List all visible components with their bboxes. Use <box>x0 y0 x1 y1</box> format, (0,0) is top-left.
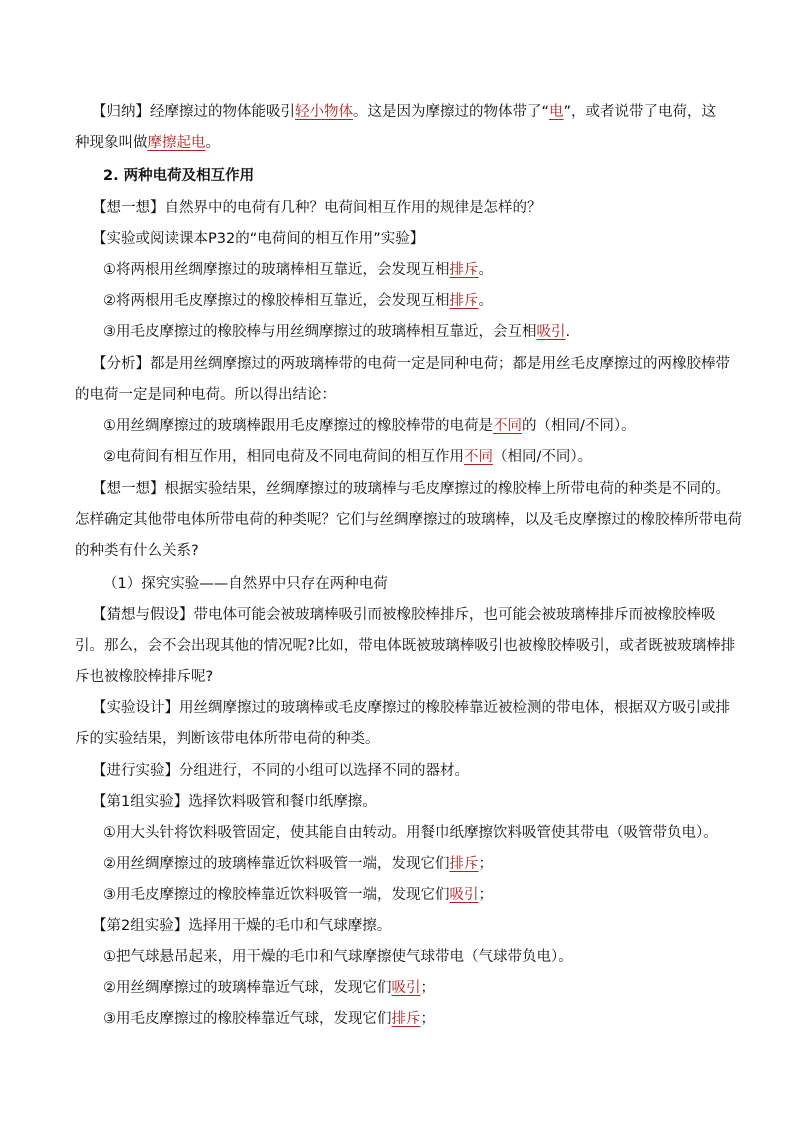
text-line <box>0 198 794 218</box>
text-segment: 【进行实验】分组进行，不同的小组可以选择不同的器材。 <box>92 763 469 779</box>
text-segment: ②用丝绸摩擦过的玻璃棒靠近饮料吸管一端，发现它们 <box>103 856 450 872</box>
text-segment: ③用毛皮摩擦过的橡胶棒靠近气球，发现它们 <box>103 1011 392 1027</box>
answer-text: 排斥 <box>449 293 479 309</box>
text-line <box>0 1009 794 1029</box>
text-line <box>0 166 794 186</box>
text-segment: ①用大头针将饮料吸管固定，使其能自由转动。用餐巾纸摩擦饮料吸管使其带电（吸管带负电）。 <box>103 825 718 841</box>
text-segment: ①把气球悬吊起来，用干燥的毛巾和气球摩擦使气球带电（气球带负电）。 <box>103 949 573 965</box>
text-segment: 【想一想】自然界中的电荷有几种？电荷间相互作用的规律是怎样的？ <box>92 200 542 216</box>
answer-text: 排斥 <box>449 262 479 278</box>
text-segment: 的种类有什么关系? <box>75 543 199 559</box>
text-segment: 的电荷一定是同种电荷。所以得出结论： <box>75 387 336 403</box>
text-segment: ”，或者说带了电荷，这 <box>563 104 717 120</box>
text-line <box>0 416 794 436</box>
text-segment: 【想一想】根据实验结果，丝绸摩擦过的玻璃棒与毛皮摩擦过的橡胶棒上所带电荷的种类是不同的。 <box>92 481 730 497</box>
text-line <box>0 854 794 874</box>
answer-text: 排斥 <box>449 856 479 872</box>
text-segment: ③用毛皮摩擦过的橡胶棒与用丝绸摩擦过的玻璃棒相互靠近，会互相 <box>103 324 537 340</box>
text-segment: 斥也被橡胶棒排斥呢? <box>75 669 214 685</box>
text-segment: 【实验或阅读课本P32的“电荷间的相互作用”实验】 <box>92 231 425 247</box>
text-line <box>0 792 794 812</box>
text-segment: （1）探究实验——自然界中只存在两种电荷 <box>103 576 388 592</box>
text-segment: ②电荷间有相互作用，相同电荷及不同电荷间的相互作用 <box>103 449 464 465</box>
text-segment: ③用毛皮摩擦过的橡胶棒靠近饮料吸管一端，发现它们 <box>103 887 450 903</box>
text-line <box>0 698 794 718</box>
text-line <box>0 667 794 687</box>
text-segment: ； <box>478 887 493 903</box>
text-segment: （相同/不同）。 <box>493 449 593 465</box>
text-segment: ②将两根用毛皮摩擦过的橡胶棒相互靠近，会发现互相 <box>103 293 450 309</box>
text-segment: ①用丝绸摩擦过的玻璃棒跟用毛皮摩擦过的橡胶棒带的电荷是 <box>103 418 493 434</box>
text-line <box>0 729 794 749</box>
text-line <box>0 885 794 905</box>
text-line <box>0 260 794 280</box>
answer-text: 不同 <box>464 449 493 465</box>
text-segment: 【猜想与假设】带电体可能会被玻璃棒吸引而被橡胶棒排斥，也可能会被玻璃棒排斥而被橡胶棒吸 <box>92 607 716 623</box>
text-line <box>0 479 794 499</box>
text-line <box>0 510 794 530</box>
text-segment: 的（相同/不同）。 <box>522 418 636 434</box>
text-segment: ②用丝绸摩擦过的玻璃棒靠近气球，发现它们 <box>103 980 392 996</box>
text-line <box>0 322 794 342</box>
text-line <box>0 354 794 374</box>
text-segment: 。 <box>478 262 493 278</box>
answer-text: 排斥 <box>391 1011 421 1027</box>
text-segment: ； <box>420 1011 435 1027</box>
text-segment: ； <box>420 980 435 996</box>
text-segment: 。 <box>478 293 493 309</box>
text-line <box>0 541 794 561</box>
text-line <box>0 978 794 998</box>
text-segment: 斥的实验结果，判断该带电体所带电荷的种类。 <box>75 731 380 747</box>
text-segment: 种现象叫做 <box>75 135 148 151</box>
text-line <box>0 447 794 467</box>
answer-text: 电 <box>549 104 564 120</box>
answer-text: 不同 <box>493 418 522 434</box>
text-segment: 引。那么，会不会出现其他的情况呢?比如，带电体既被玻璃棒吸引也被橡胶棒吸引，或者既被玻璃棒排 <box>75 638 736 654</box>
text-line <box>0 605 794 625</box>
text-segment: 。这是因为摩擦过的物体带了“ <box>353 104 550 120</box>
text-segment: 【分析】都是用丝绸摩擦过的两玻璃棒带的电荷一定是同种电荷；都是用丝毛皮摩擦过的两橡胶棒带 <box>92 356 730 372</box>
answer-text: 摩擦起电 <box>147 135 206 151</box>
text-line <box>0 947 794 967</box>
text-segment: 【第1组实验】选择饮料吸管和餐巾纸摩擦。 <box>92 794 377 810</box>
text-segment: ； <box>478 856 493 872</box>
text-line <box>0 761 794 781</box>
answer-text: 轻小物体 <box>295 104 353 120</box>
text-segment: 【第2组实验】选择用干燥的毛巾和气球摩擦。 <box>92 918 392 934</box>
text-segment: 。 <box>205 135 220 151</box>
text-segment: 2. 两种电荷及相互作用 <box>103 168 255 184</box>
text-line <box>0 636 794 656</box>
text-line <box>0 133 794 153</box>
text-segment: 【实验设计】用丝绸摩擦过的玻璃棒或毛皮摩擦过的橡胶棒靠近被检测的带电体，根据双方吸引或排 <box>92 700 730 716</box>
text-line <box>0 229 794 249</box>
text-line <box>0 102 794 122</box>
text-segment: ①将两根用丝绸摩擦过的玻璃棒相互靠近，会发现互相 <box>103 262 450 278</box>
text-segment: 怎样确定其他带电体所带电荷的种类呢？它们与丝绸摩擦过的玻璃棒，以及毛皮摩擦过的橡胶棒所带电荷 <box>75 512 742 528</box>
text-line <box>0 574 794 594</box>
text-line <box>0 916 794 936</box>
text-line <box>0 385 794 405</box>
text-segment: . <box>565 324 571 340</box>
text-line <box>0 823 794 843</box>
text-segment: 【归纳】经摩擦过的物体能吸引 <box>92 104 295 120</box>
answer-text: 吸引 <box>391 980 421 996</box>
answer-text: 吸引 <box>449 887 479 903</box>
text-line <box>0 291 794 311</box>
answer-text: 吸引 <box>536 324 566 340</box>
